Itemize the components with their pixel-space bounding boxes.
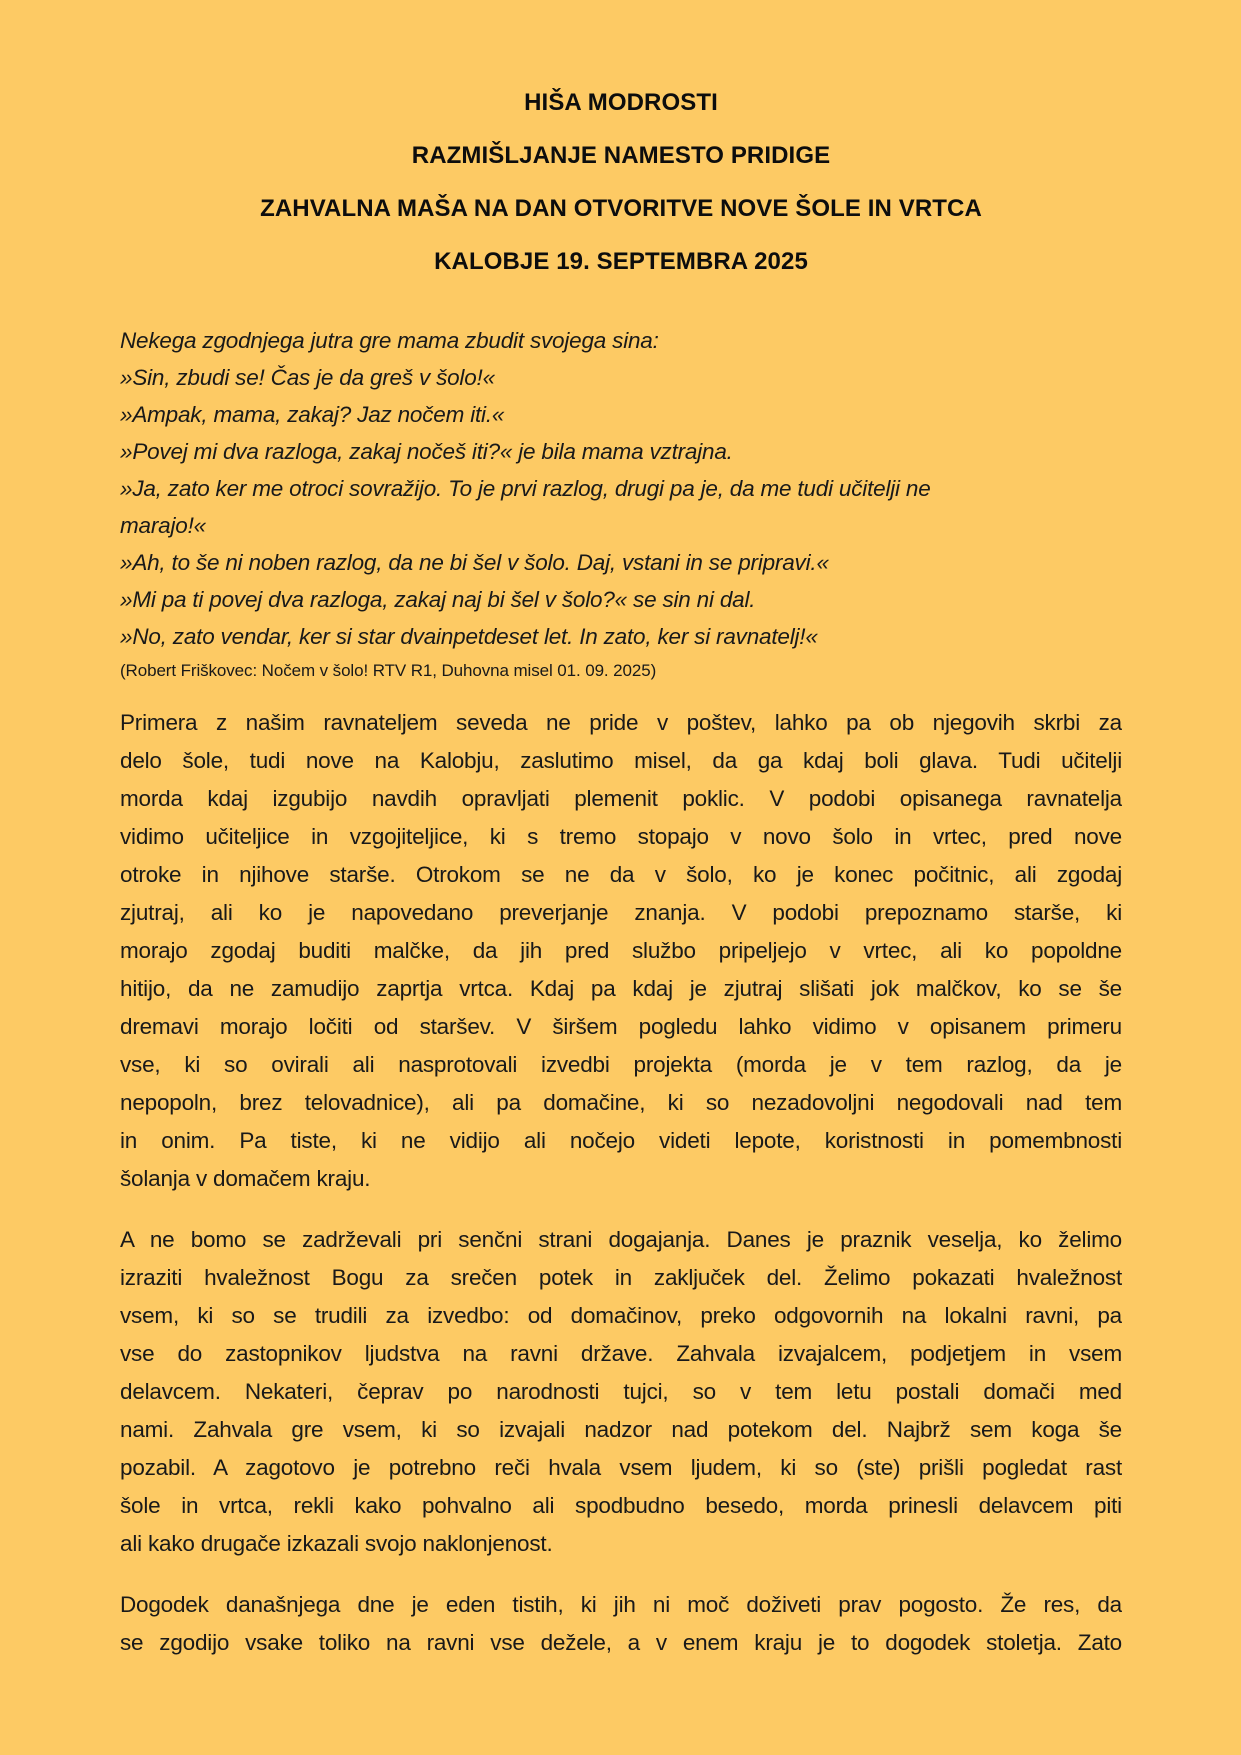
dialogue-line: »Sin, zbudi se! Čas je da greš v šolo!« bbox=[120, 365, 495, 390]
text-line: vse do zastopnikov ljudstva na ravni države. Zahvala izvajalcem, podjetjem in vsem bbox=[120, 1341, 1122, 1366]
text-line: delavcem. Nekateri, čeprav po narodnosti tujci, so v tem letu postali domači med bbox=[120, 1379, 1122, 1404]
text-line: otroke in njihove starše. Otrokom se ne da v šolo, ko je konec počitnic, ali zgodaj bbox=[120, 862, 1122, 887]
text-line: morajo zgodaj buditi malčke, da jih pred službo pripeljejo v vrtec, ali ko popoldne bbox=[120, 938, 1122, 963]
heading-line: KALOBJE 19. SEPTEMBRA 2025 bbox=[434, 248, 808, 275]
heading-line: ZAHVALNA MAŠA NA DAN OTVORITVE NOVE ŠOLE IN VRTCA bbox=[260, 195, 982, 222]
text-line: nepopoln, brez telovadnice), ali pa domačine, ki so nezadovoljni negodovali nad tem bbox=[120, 1090, 1122, 1115]
text-line: zjutraj, ali ko je napovedano preverjanje znanja. V podobi prepoznamo starše, ki bbox=[120, 900, 1122, 925]
paragraph bbox=[120, 704, 1122, 1198]
document-title-block bbox=[120, 88, 1122, 277]
dialogue-line: »Ah, to še ni noben razlog, da ne bi šel v šolo. Daj, vstani in se pripravi.« bbox=[120, 550, 829, 575]
text-line: se zgodijo vsake toliko na ravni vse dežele, a v enem kraju je to dogodek stoletja. Zato bbox=[120, 1630, 1122, 1655]
text-line: vse, ki so ovirali ali nasprotovali izvedbi projekta (morda je v tem razlog, da je bbox=[120, 1052, 1122, 1077]
heading-line: HIŠA MODROSTI bbox=[524, 89, 718, 116]
text-line: vsem, ki so se trudili za izvedbo: od domačinov, preko odgovornih na lokalni ravni, pa bbox=[120, 1303, 1122, 1328]
dialogue-line: »Povej mi dva razloga, zakaj nočeš iti?« je bila mama vztrajna. bbox=[120, 439, 733, 464]
heading-line: RAZMIŠLJANJE NAMESTO PRIDIGE bbox=[411, 142, 831, 169]
text-line: in onim. Pa tiste, ki ne vidijo ali nočejo videti lepote, koristnosti in pomembnosti bbox=[120, 1128, 1122, 1153]
text-line: nami. Zahvala gre vsem, ki so izvajali nadzor nad potekom del. Najbrž sem koga še bbox=[120, 1417, 1122, 1442]
dialogue-block bbox=[120, 322, 1122, 655]
citation: (Robert Friškovec: Nočem v šolo! RTV R1, Duhovna misel 01. 09. 2025) bbox=[120, 661, 657, 680]
text-line: hitijo, da ne zamudijo zaprtja vrtca. Kdaj pa kdaj je zjutraj slišati jok malčkov, ko se še bbox=[120, 976, 1122, 1001]
text-line: dremavi morajo ločiti od staršev. V širšem pogledu lahko vidimo v opisanem primeru bbox=[120, 1014, 1122, 1039]
text-line: šolanja v domačem kraju. bbox=[120, 1166, 371, 1191]
text-line: šole in vrtca, rekli kako pohvalno ali spodbudno besedo, morda prinesli delavcem piti bbox=[120, 1493, 1122, 1518]
text-line: Primera z našim ravnateljem seveda ne pride v poštev, lahko pa ob njegovih skrbi za bbox=[120, 710, 1122, 735]
text-line: pozabil. A zagotovo je potrebno reči hvala vsem ljudem, ki so (ste) prišli pogledat rast bbox=[120, 1455, 1122, 1480]
dialogue-line: »No, zato vendar, ker si star dvainpetdeset let. In zato, ker si ravnatelj!« bbox=[120, 624, 818, 649]
text-line: izraziti hvaležnost Bogu za srečen potek in zaključek del. Želimo pokazati hvaležnost bbox=[120, 1265, 1122, 1290]
text-line: Dogodek današnjega dne je eden tistih, ki jih ni moč doživeti prav pogosto. Že res, da bbox=[120, 1592, 1122, 1617]
text-line: A ne bomo se zadrževali pri senčni strani dogajanja. Danes je praznik veselja, ko želimo bbox=[120, 1227, 1122, 1252]
body-paragraphs bbox=[120, 704, 1122, 1662]
dialogue-line: marajo!« bbox=[120, 513, 206, 538]
text-line: morda kdaj izgubijo navdih opravljati plemenit poklic. V podobi opisanega ravnatelja bbox=[120, 786, 1122, 811]
text-line: delo šole, tudi nove na Kalobju, zaslutimo misel, da ga kdaj boli glava. Tudi učitelji bbox=[120, 748, 1122, 773]
paragraph bbox=[120, 1221, 1122, 1563]
dialogue-line: »Ja, zato ker me otroci sovražijo. To je prvi razlog, drugi pa je, da me tudi učitelji ne bbox=[120, 476, 931, 501]
dialogue-line: Nekega zgodnjega jutra gre mama zbudit svojega sina: bbox=[120, 328, 659, 353]
paragraph bbox=[120, 1586, 1122, 1662]
text-line: vidimo učiteljice in vzgojiteljice, ki s tremo stopajo v novo šolo in vrtec, pred nove bbox=[120, 824, 1122, 849]
dialogue-line: »Mi pa ti povej dva razloga, zakaj naj bi šel v šolo?« se sin ni dal. bbox=[120, 587, 756, 612]
text-line: ali kako drugače izkazali svojo naklonjenost. bbox=[120, 1531, 553, 1556]
dialogue-line: »Ampak, mama, zakaj? Jaz nočem iti.« bbox=[120, 402, 505, 427]
